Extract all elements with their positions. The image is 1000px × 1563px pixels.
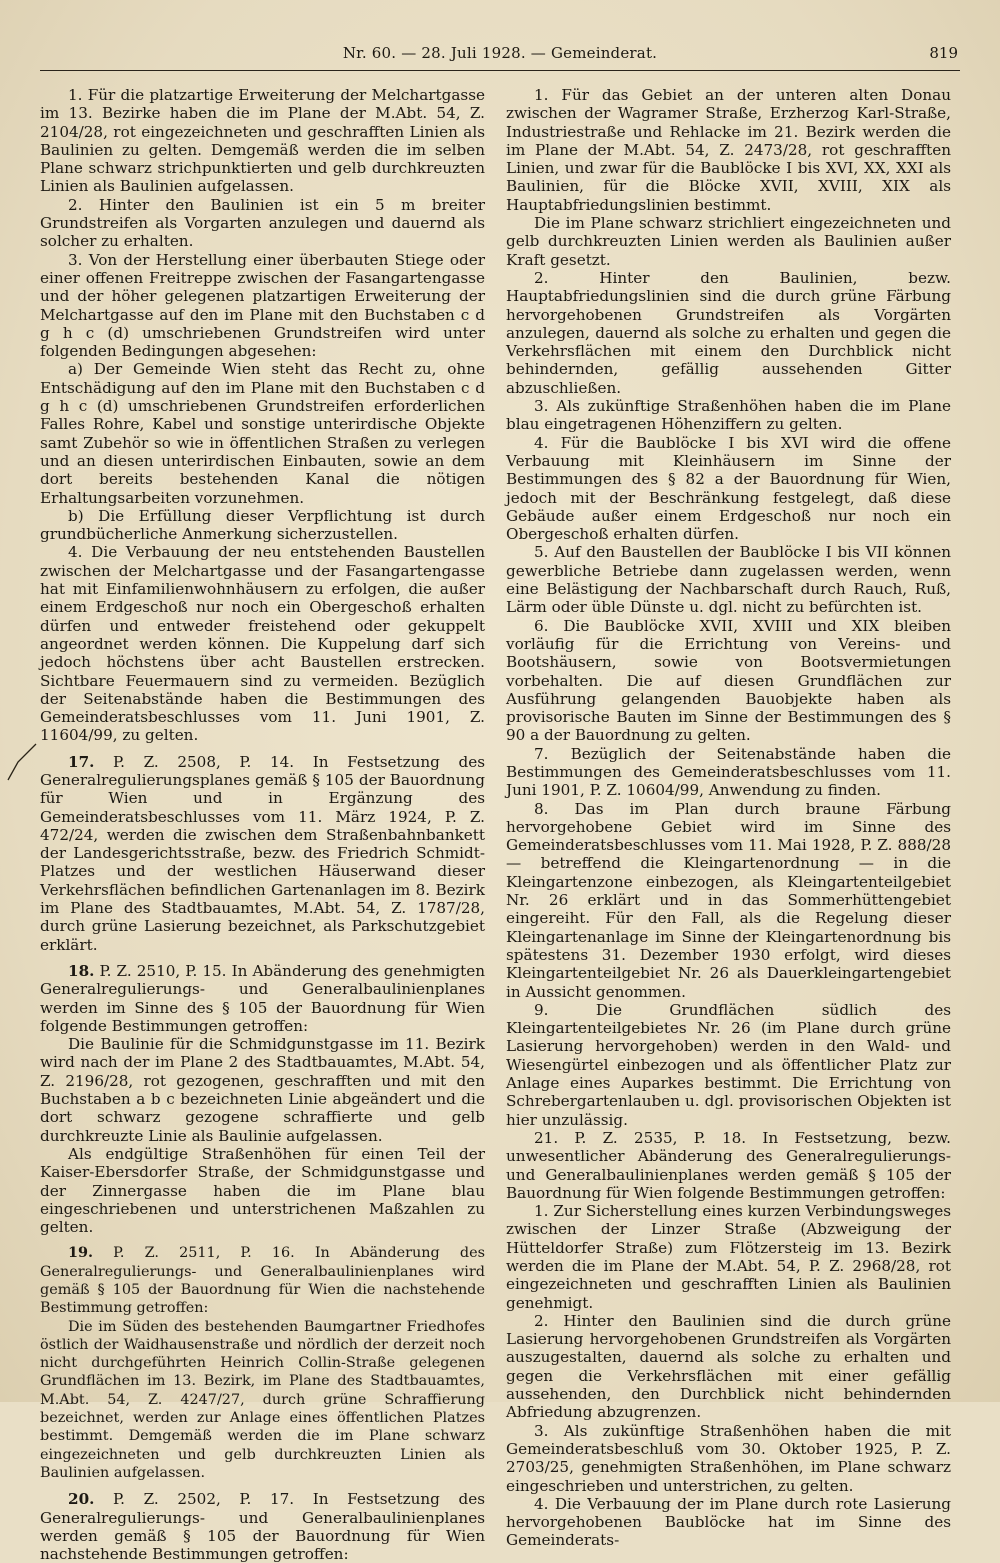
item-number: 19. <box>68 1244 94 1262</box>
page-header <box>40 40 960 71</box>
item-number: 20. <box>68 1490 95 1509</box>
page-number: 819 <box>929 44 958 62</box>
header-title: Nr. 60. — 28. Juli 1928. — Gemeinderat. <box>342 44 658 62</box>
paragraph: 4. Für die Baublöcke I bis XVI wird die offene Verbauung mit Kleinhäusern im Sinne der Bestimmungen des § 82 a der Bauordnung für Wien, jedoch mit der Beschränkung festgelegt, daß diese Gebäude außer einem Erdgeschoß nur noch ein Obergeschoß erhalten dürfen. <box>506 433 951 544</box>
paragraph: a) Der Gemeinde Wien steht das Recht zu, ohne Entschädigung auf den im Plane mit den Buchstaben c d g h c (d) umschriebenen Grundstreifen erforderlichen Falles Rohre, Kabel und sonstige unterirdische Objekte samt Zubehör so wie in öffentlichen Straßen zu verlegen und an diesen unterirdischen Einbauten, sowie an dem dort bereits bestehenden Kanal die nötigen Erhaltungsarbeiten vorzunehmen. <box>40 360 485 507</box>
item-number: 18. <box>68 961 95 980</box>
item-18 <box>40 962 485 1035</box>
paragraph: Die im Plane schwarz strichliert eingezeichneten und gelb durchkreuzten Linien werden als Baulinien außer Kraft gesetzt. <box>506 214 951 269</box>
paragraph: 8. Das im Plan durch braune Färbung hervorgehobene Gebiet wird im Sinne des Gemeinderatsbeschlusses vom 11. Mai 1928, P. Z. 888/28 — betreffend die Kleingartenordnung — in die Kleingartenzone einbezogen, als Kleingartenteilgebiet Nr. 26 erklärt und in das Sommerhüttengebiet eingereiht. Für den Fall, als die Regelung dieser Kleingartenanlage im Sinne der Kleingartenordnung bis spätestens 31. Dezember 1930 erfolgt, wird dieses Kleingartenteilgebiet Nr. 26 als Dauerkleingartengebiet in Aussicht genommen. <box>506 799 951 1001</box>
paragraph: 21. P. Z. 2535, P. 18. In Festsetzung, bezw. unwesentlicher Abänderung des Generalregulierungs- und Generalbaulinienplanes werden gemäß § 105 der Bauordnung für Wien folgende Bestimmungen getroffen: <box>506 1128 951 1202</box>
paragraph: Als endgültige Straßenhöhen für einen Teil der Kaiser-Ebersdorfer Straße, der Schmidgunstgasse und der Zinnergasse haben die im Plane blau eingeschriebenen und unterstrichenen Maßzahlen zu gelten. <box>40 1144 485 1237</box>
paragraph: Die im Süden des bestehenden Baumgartner Friedhofes östlich der Waidhausenstraße und nördlich der derzeit noch nicht durchgeführten Heinrich Collin-Straße gelegenen Grundflächen im 13. Bezirk, im Plane des Stadtbauamtes, M.Abt. 54, Z. 4247/27, durch grüne Schraffierung bezeichnet, werden zur Anlage eines öffentlichen Platzes bestimmt. Demgemäß werden die im Plane schwarz eingezeichneten und gelb durchkreuzten Linien als Baulinien aufgelassen. <box>40 1318 485 1481</box>
paragraph: 5. Auf den Baustellen der Baublöcke I bis VII können gewerbliche Betriebe dann zugelassen werden, wenn eine Belästigung der Nachbarschaft durch Rauch, Ruß, Lärm oder üble Dünste u. dgl. nicht zu befürchten ist. <box>506 543 951 617</box>
paragraph: 3. Als zukünftige Straßenhöhen haben die im Plane blau eingetragenen Höhenziffern zu gelten. <box>506 397 951 434</box>
item-text: P. Z. 2508, P. 14. In Festsetzung des Generalregulierungsplanes gemäß § 105 der Bauordnung für Wien und in Ergänzung des Gemeinderatsbeschlusses vom 11. März 1924, P. Z. 472/24, werden die zwischen dem Straßenbahnbankett der Landesgerichtsstraße, bezw. des Friedrich Schmidt-Platzes und der westlichen Häuserwand dieser Verkehrsflächen befindlichen Gartenanlagen im 8. Bezirk im Plane des Stadtbauamtes, M.Abt. 54, Z. 1787/28, durch grüne Lasierung bezeichnet, als Parkschutzgebiet erklärt. <box>40 752 485 954</box>
item-text: P. Z. 2502, P. 17. In Festsetzung des Generalregulierungs- und Generalbaulinienplanes werden gemäß § 105 der Bauordnung für Wien nachstehende Bestimmungen getroffen: <box>40 1490 485 1563</box>
item-text: P. Z. 2510, P. 15. In Abänderung des genehmigten Generalregulierungs- und Generalbaulinienplanes werden im Sinne des § 105 der Bauordnung für Wien folgende Bestimmungen getroffen: <box>40 961 485 1035</box>
paragraph: 6. Die Baublöcke XVII, XVIII und XIX bleiben vorläufig für die Errichtung von Vereins- und Bootshäusern, sowie von Bootsvermietungen vorbehalten. Die auf diesen Grundflächen zur Ausführung gelangenden Bauobjekte haben als provisorische Bauten im Sinne der Bestimmungen des § 90 a der Bauordnung zu gelten. <box>506 616 951 745</box>
item-17 <box>40 753 485 954</box>
item-19 <box>40 1244 485 1317</box>
paragraph: 2. Hinter den Baulinien, bezw. Hauptabfriedungslinien sind die durch grüne Färbung hervorgehobenen Grundstreifen als Vorgärten anzulegen, dauernd als solche zu erhalten und gegen die Verkehrsflächen mit einem den Durchblick nicht behindernden, gefällig aussehenden Gitter abzuschließen. <box>506 268 951 397</box>
paragraph: 9. Die Grundflächen südlich des Kleingartenteilgebietes Nr. 26 (im Plane durch grüne Lasierung hervorgehoben) werden in den Wald- und Wiesengürtel einbezogen und als öffentlicher Platz zur Anlage eines Auparkes bestimmt. Die Errichtung von Schrebergartenlauben u. dgl. provisorischen Objekten ist hier unzulässig. <box>506 1000 951 1129</box>
paragraph: 1. Für das Gebiet an der unteren alten Donau zwischen der Wagramer Straße, Erzherzog Karl-Straße, Industriestraße und Rehlacke im 21. Bezirk werden die im Plane der M.Abt. 54, Z. 2473/28, rot geschrafften Linien, und zwar für die Baublöcke I bis XVI, XX, XXI als Baulinien, für die Blöcke XVII, XVIII, XIX als Hauptabfriedungslinien bestimmt. <box>506 86 951 214</box>
paragraph: Die Baulinie für die Schmidgunstgasse im 11. Bezirk wird nach der im Plane 2 des Stadtbauamtes, M.Abt. 54, Z. 2196/28, rot gezogenen, geschrafften und mit den Buchstaben a b c bezeichneten Linie abgeändert und die dort schwarz gezogene schraffierte und gelb durchkreuzte Linie als Baulinie aufgelassen. <box>40 1035 485 1145</box>
paragraph: 7. Bezüglich der Seitenabstände haben die Bestimmungen des Gemeinderatsbeschlusses vom 11. Juni 1901, P. Z. 10604/99, Anwendung zu finden. <box>506 744 951 800</box>
paragraph: 1. Zur Sicherstellung eines kurzen Verbindungsweges zwischen der Linzer Straße (Abzweigung der Hütteldorfer Straße) zum Flötzersteig im 13. Bezirk werden die im Plane der M.Abt. 54, P. Z. 2968/28, rot eingezeichneten und geschrafften Linien als Baulinien genehmigt. <box>506 1202 951 1312</box>
paragraph: b) Die Erfüllung dieser Verpflichtung ist durch grundbücherliche Anmerkung sicherzustellen. <box>40 506 485 544</box>
item-text: P. Z. 2511, P. 16. In Abänderung des Generalregulierungs- und Generalbaulinienplanes wird gemäß § 105 der Bauordnung für Wien die nachstehende Bestimmung getroffen: <box>40 1245 485 1317</box>
paragraph: 4. Die Verbauung der neu entstehenden Baustellen zwischen der Melchartgasse und der Fasangartengasse hat mit Einfamilienwohnhäusern zu erfolgen, die außer einem Erdgeschoß nur noch ein Obergeschoß erhalten dürfen und entweder freistehend oder gekuppelt angeordnet werden können. Die Kuppelung darf sich jedoch höchstens über acht Baustellen erstrecken. Sichtbare Feuermauern sind zu vermeiden. Bezüglich der Seitenabstände haben die Bestimmungen des Gemeinderatsbeschlusses vom 11. Juni 1901, Z. 11604/99, zu gelten. <box>40 543 485 745</box>
paragraph: 1. Für die platzartige Erweiterung der Melchartgasse im 13. Bezirke haben die im Plane der M.Abt. 54, Z. 2104/28, rot eingezeichneten und geschrafften Linien als Baulinien zu gelten. Demgemäß werden die im selben Plane schwarz strichpunktierten und gelb durchkreuzten Linien als Baulinien aufgelassen. <box>40 86 485 196</box>
item-number: 17. <box>68 752 95 771</box>
right-column <box>506 86 951 1550</box>
paragraph: 4. Die Verbauung der im Plane durch rote Lasierung hervorgehobenen Baublöcke hat im Sinne des Gemeinderats- <box>506 1494 951 1550</box>
paragraph: 3. Als zukünftige Straßenhöhen haben die mit Gemeinderatsbeschluß vom 30. Oktober 1925, P. Z. 2703/25, genehmigten Straßenhöhen, im Plane schwarz eingeschrieben und unterstrichen, zu gelten. <box>506 1421 951 1495</box>
paragraph: 2. Hinter den Baulinien ist ein 5 m breiter Grundstreifen als Vorgarten anzulegen und dauernd als solcher zu erhalten. <box>40 195 485 251</box>
paragraph: 3. Von der Herstellung einer überbauten Stiege oder einer offenen Freitreppe zwischen der Fasangartengasse und der höher gelegenen platzartigen Erweiterung der Melchartgasse auf den im Plane mit den Buchstaben c d g h c (d) umschriebenen Grundstreifen wird unter folgenden Bedingungen abgesehen: <box>40 250 485 361</box>
paragraph: 2. Hinter den Baulinien sind die durch grüne Lasierung hervorgehobenen Grundstreifen als Vorgärten auszugestalten, dauernd als solche zu erhalten und gegen die Verkehrsflächen mit einer gefällig aussehenden, den Durchblick nicht behindernden Abfriedung abzugrenzen. <box>506 1311 951 1422</box>
item-20 <box>40 1490 485 1563</box>
left-column <box>40 86 485 1563</box>
